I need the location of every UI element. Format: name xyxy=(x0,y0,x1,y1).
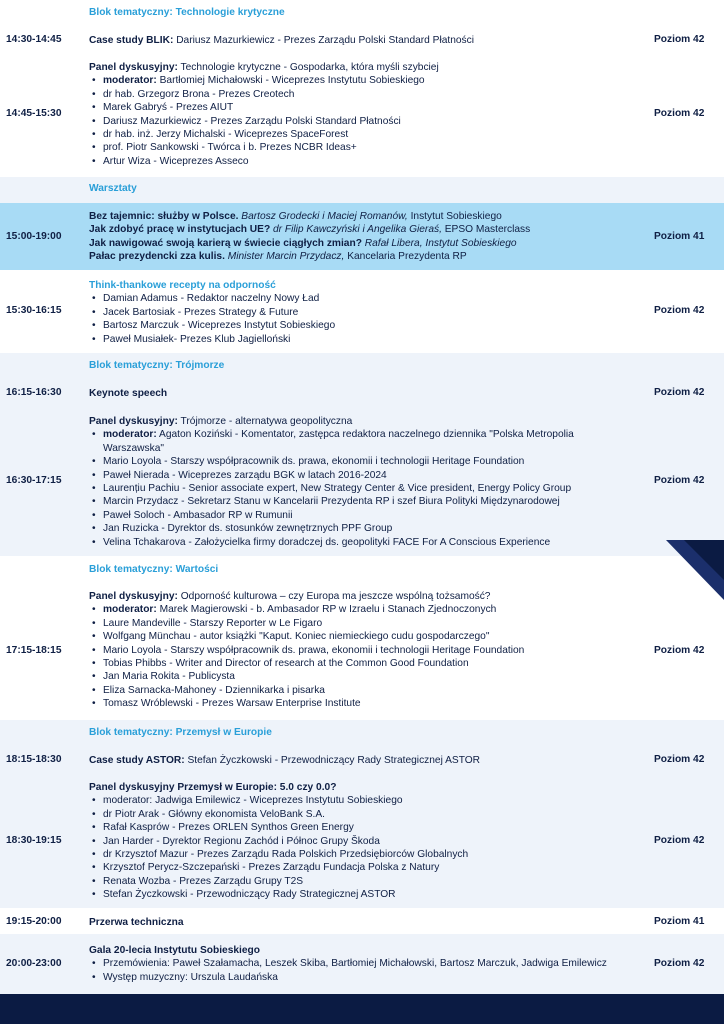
participant-item xyxy=(89,128,649,141)
moderator-text: Marek Magierowski - b. Ambasador RP w Izraelu i Stanach Zjednoczonych xyxy=(156,604,497,616)
location-label: Poziom 42 xyxy=(654,305,705,316)
workshop-item xyxy=(89,210,649,223)
participant-list xyxy=(89,794,649,901)
workshop-bold: Pałac prezydencki zza kulis. xyxy=(89,251,225,263)
participant-list xyxy=(89,292,649,346)
session-title: Trójmorze - alternatywa geopolityczna xyxy=(177,416,353,427)
participant-item: • Paweł Nierada - Wiceprezes zarządu BGK w latach 2016-2024 xyxy=(89,469,649,482)
participant-item xyxy=(89,141,649,154)
participant-list xyxy=(89,428,649,549)
participant-item: • Jan Harder - Dyrektor Regionu Zachód i Północ Grupy Škoda xyxy=(89,835,649,848)
location-label: Poziom 41 xyxy=(654,916,705,927)
time-slot: 19:15-20:00 xyxy=(6,916,62,927)
workshop-item xyxy=(89,223,649,236)
session-type: Case study ASTOR: xyxy=(89,755,185,766)
block-title-technologie: Blok tematyczny: Technologie krytyczne xyxy=(89,7,285,18)
session-title: Gala 20-lecia Instytutu Sobieskiego xyxy=(89,945,260,956)
workshop-item xyxy=(89,250,649,263)
time-slot: 14:45-15:30 xyxy=(6,108,62,119)
location-label: Poziom 42 xyxy=(654,387,705,398)
session-title: Technologie krytyczne - Gospodarka, która myśli szybciej xyxy=(177,62,439,73)
participant-item: • Velina Tchakarova - Założycielka firmy doradczej ds. geopolityki FACE For A Conscious Experience xyxy=(89,536,649,549)
moderator-item xyxy=(89,428,649,455)
participant-item: • Mario Loyola - Starszy współpracownik ds. prawa, ekonomii i technologii Heritage Foundation xyxy=(89,644,649,657)
location-label: Poziom 42 xyxy=(654,958,705,969)
session-title: Panel dyskusyjny Przemysł w Europie: 5.0 czy 0.0? xyxy=(89,782,337,793)
location-label: Poziom 42 xyxy=(654,108,705,119)
location-label: Poziom 41 xyxy=(654,231,705,242)
participant-item: • Bartosz Marczuk - Wiceprezes Instytut Sobieskiego xyxy=(89,319,649,332)
session-title: Think-thankowe recepty na odporność xyxy=(89,280,276,291)
session-title: Odporność kulturowa – czy Europa ma jeszcze wspólną tożsamość? xyxy=(177,591,491,602)
participant-item: • Stefan Życzkowski - Przewodniczący Rady Strategicznej ASTOR xyxy=(89,888,649,901)
session-type: Panel dyskusyjny: xyxy=(89,591,178,602)
moderator-text-cont: Warszawska" xyxy=(103,442,164,454)
location-label: Poziom 42 xyxy=(654,34,705,45)
time-slot: 15:30-16:15 xyxy=(6,305,62,316)
participant-item: • Krzysztof Perycz-Szczepański - Prezes Zarządu Fundacja Polska z Natury xyxy=(89,861,649,874)
workshop-text: EPSO Masterclass xyxy=(441,224,531,236)
workshop-italic: dr Filip Kawczyński i Angelika Gieraś, xyxy=(270,224,442,236)
participant-item: • Paweł Soloch - Ambasador RP w Rumunii xyxy=(89,509,649,522)
program-list xyxy=(89,957,649,984)
time-slot: 16:30-17:15 xyxy=(6,475,62,486)
session-astor xyxy=(89,754,649,767)
moderator-label: moderator: xyxy=(103,429,157,441)
technical-break: Przerwa techniczna xyxy=(89,917,184,928)
participant-item xyxy=(89,155,649,168)
location-label: Poziom 42 xyxy=(654,754,705,765)
item-text: Dariusz Mazurkiewicz - Prezes Zarządu Polski Standard Płatności xyxy=(103,115,401,127)
location-label: Poziom 42 xyxy=(654,645,705,656)
time-slot: 18:15-18:30 xyxy=(6,754,62,765)
participant-item: • Eliza Sarnacka-Mahoney - Dziennikarka i pisarka xyxy=(89,684,649,697)
item-text: Artur Wiza - Wiceprezes Asseco xyxy=(103,155,249,167)
gala-session xyxy=(89,944,649,984)
location-label: Poziom 42 xyxy=(654,475,705,486)
item-text: Bartłomiej Michałowski - Wiceprezes Instytutu Sobieskiego xyxy=(156,75,425,87)
participant-item: • dr Piotr Arak - Główny ekonomista VeloBank S.A. xyxy=(89,808,649,821)
time-slot: 20:00-23:00 xyxy=(6,958,62,969)
time-slot: 14:30-14:45 xyxy=(6,34,62,45)
workshop-italic: Minister Marcin Przydacz, xyxy=(224,251,345,263)
panel-wartosci xyxy=(89,590,649,711)
workshop-bold: Bez tajemnic: służby w Polsce. xyxy=(89,211,239,222)
participant-item: • Damian Adamus - Redaktor naczelny Nowy Ład xyxy=(89,292,649,305)
block-title-przemysl: Blok tematyczny: Przemysł w Europie xyxy=(89,727,272,738)
participant-item: • Tobias Phibbs - Writer and Director of research at the Common Good Foundation xyxy=(89,657,649,670)
participant-item xyxy=(89,88,649,101)
participant-item xyxy=(89,101,649,114)
moderator-label: moderator: xyxy=(103,604,157,616)
participant-item: • Paweł Musiałek- Prezes Klub Jagielloński xyxy=(89,333,649,346)
moderator-item xyxy=(89,603,649,616)
participant-item: • Wolfgang Münchau - autor książki "Kaput. Koniec niemieckiego cudu gospodarczego" xyxy=(89,630,649,643)
panel-przemysl xyxy=(89,781,649,902)
workshop-italic: Bartosz Grodecki i Maciej Romanów, xyxy=(238,211,408,222)
session-type: Panel dyskusyjny: xyxy=(89,416,178,427)
participant-item: • Marcin Przydacz - Sekretarz Stanu w Kancelarii Prezydenta RP i szef Biura Polityki Międzynarodowej xyxy=(89,495,649,508)
block-title-wartosci: Blok tematyczny: Wartości xyxy=(89,564,219,575)
participant-item: • moderator: Jadwiga Emilewicz - Wiceprezes Instytutu Sobieskiego xyxy=(89,794,649,807)
session-text: Stefan Życzkowski - Przewodniczący Rady Strategicznej ASTOR xyxy=(184,755,481,766)
participant-item: • Jan Ruzicka - Dyrektor ds. stosunków zewnętrznych PPF Group xyxy=(89,522,649,535)
moderator-text: Agaton Koziński - Komentator, zastępca redaktora naczelnego dziennika "Polska Metropolia xyxy=(156,429,574,441)
session-text: Dariusz Mazurkiewicz - Prezes Zarządu Polski Standard Płatności xyxy=(173,35,475,46)
keynote-speech: Keynote speech xyxy=(89,388,168,399)
panel-technologie xyxy=(89,61,649,168)
participant-item: • Występ muzyczny: Urszula Laudańska xyxy=(89,971,649,984)
time-slot: 15:00-19:00 xyxy=(6,231,62,242)
item-text: prof. Piotr Sankowski - Twórca i b. Prezes NCBR Ideas+ xyxy=(103,142,357,154)
participant-item: • Mario Loyola - Starszy współpracownik ds. prawa, ekonomii i technologii Heritage Foundation xyxy=(89,455,649,468)
participant-item: • Laure Mandeville - Starszy Reporter w Le Figaro xyxy=(89,617,649,630)
participant-item: • Laurențiu Pachiu - Senior associate expert, New Strategy Center & Vice president, Energy Policy Group xyxy=(89,482,649,495)
item-label: moderator: xyxy=(103,75,157,87)
time-slot: 18:30-19:15 xyxy=(6,835,62,846)
session-type: Case study BLIK: xyxy=(89,35,174,46)
participant-item: • Tomasz Wróblewski - Prezes Warsaw Enterprise Institute xyxy=(89,697,649,710)
participant-item: • dr Krzysztof Mazur - Prezes Zarządu Rada Polskich Przedsiębiorców Globalnych xyxy=(89,848,649,861)
workshop-list xyxy=(89,210,649,264)
participant-list xyxy=(89,74,649,168)
workshop-bold: Jak nawigować swoją karierą w świecie ciągłych zmian? xyxy=(89,237,362,249)
workshop-item xyxy=(89,237,649,250)
participant-list xyxy=(89,603,649,710)
workshop-bold: Jak zdobyć pracę w instytucjach UE? xyxy=(89,224,271,236)
item-text: Marek Gabryś - Prezes AIUT xyxy=(103,102,234,114)
participant-item xyxy=(89,115,649,128)
workshop-text: Instytut Sobieskiego xyxy=(407,211,502,222)
session-blik xyxy=(89,34,649,47)
location-label: Poziom 42 xyxy=(654,835,705,846)
participant-item: • Renata Wozba - Prezes Zarządu Grupy T2S xyxy=(89,875,649,888)
item-text: dr hab. inż. Jerzy Michalski - Wiceprezes SpaceForest xyxy=(103,129,349,141)
block-title-trojmorze: Blok tematyczny: Trójmorze xyxy=(89,360,225,371)
participant-item: • Jacek Bartosiak - Prezes Strategy & Future xyxy=(89,306,649,319)
think-tank-session xyxy=(89,279,649,346)
participant-item: • Przemówienia: Paweł Szałamacha, Leszek Skiba, Bartłomiej Michałowski, Bartosz Marczuk, Jadwiga Emilewicz xyxy=(89,957,649,970)
time-slot: 17:15-18:15 xyxy=(6,645,62,656)
decorative-triangle xyxy=(666,540,724,600)
participant-item xyxy=(89,74,649,87)
panel-trojmorze xyxy=(89,415,649,549)
workshop-text: Kancelaria Prezydenta RP xyxy=(344,251,467,263)
block-title-warsztaty: Warsztaty xyxy=(89,183,137,194)
participant-item: • Jan Maria Rokita - Publicysta xyxy=(89,670,649,683)
time-slot: 16:15-16:30 xyxy=(6,387,62,398)
participant-item: • Rafał Kasprów - Prezes ORLEN Synthos Green Energy xyxy=(89,821,649,834)
session-type: Panel dyskusyjny: xyxy=(89,62,178,73)
workshop-italic: Rafał Libera, Instytut Sobieskiego xyxy=(361,237,517,249)
item-text: dr hab. Grzegorz Brona - Prezes Creotech xyxy=(103,88,295,100)
footer-bar xyxy=(0,994,724,1024)
